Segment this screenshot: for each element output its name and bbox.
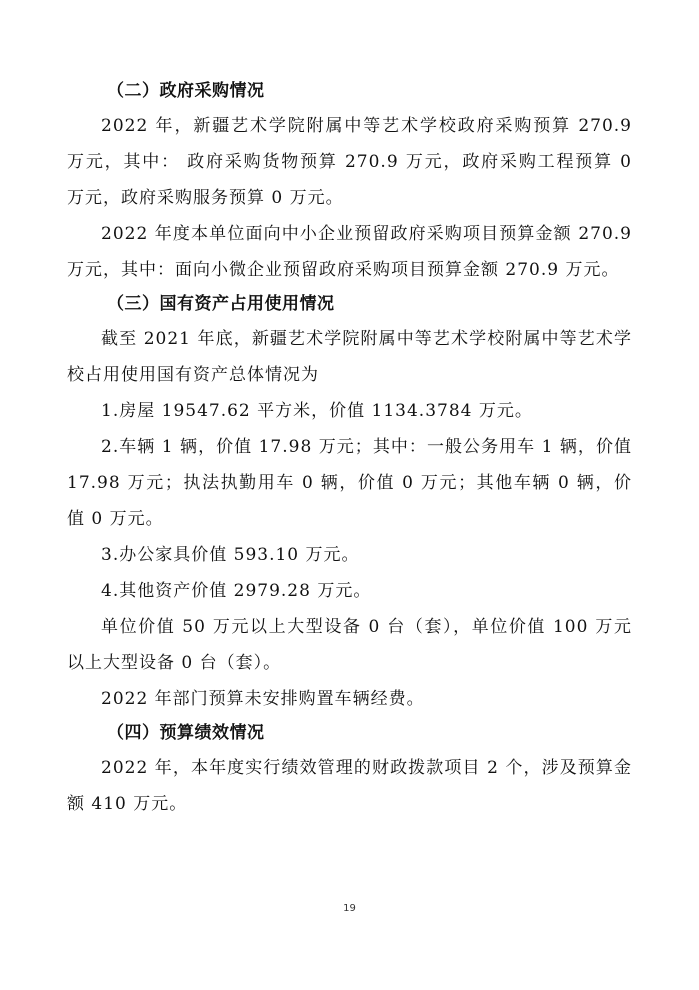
- section-state-assets: [67, 288, 632, 717]
- section-government-procurement: [67, 75, 632, 288]
- paragraph: 4.其他资产价值 2979.28 万元。: [101, 581, 372, 601]
- section-heading: （三）国有资产占用使用情况: [107, 294, 335, 314]
- page-content: [67, 75, 632, 822]
- section-heading: （四）预算绩效情况: [107, 723, 265, 743]
- paragraph: 单位价值 50 万元以上大型设备 0 台（套），单位价值 100 万元以上大型设备 0 台（套）。: [67, 617, 632, 673]
- paragraph: 2022 年，新疆艺术学院附属中等艺术学校政府采购预算 270.9 万元，其中： 政府采购货物预算 270.9 万元，政府采购工程预算 0 万元，政府采购服务预算 0 万元。: [67, 116, 632, 208]
- page-number: 19: [343, 903, 356, 914]
- paragraph: 2.车辆 1 辆，价值 17.98 万元；其中：一般公务用车 1 辆，价值 17.98 万元；执法执勤用车 0 辆，价值 0 万元；其他车辆 0 辆，价值 0 万元。: [67, 437, 632, 529]
- paragraph: 3.办公家具价值 593.10 万元。: [101, 545, 360, 565]
- paragraph: 2022 年，本年度实行绩效管理的财政拨款项目 2 个，涉及预算金额 410 万元。: [67, 758, 632, 814]
- paragraph: 2022 年部门预算未安排购置车辆经费。: [101, 689, 425, 709]
- paragraph: 截至 2021 年底，新疆艺术学院附属中等艺术学校附属中等艺术学校占用使用国有资产总体情况为: [67, 329, 632, 385]
- section-performance: [67, 717, 632, 822]
- paragraph: 2022 年度本单位面向中小企业预留政府采购项目预算金额 270.9 万元，其中：面向小微企业预留政府采购项目预算金额 270.9 万元。: [67, 224, 632, 280]
- section-heading: （二）政府采购情况: [107, 81, 265, 101]
- paragraph: 1.房屋 19547.62 平方米，价值 1134.3784 万元。: [101, 401, 533, 421]
